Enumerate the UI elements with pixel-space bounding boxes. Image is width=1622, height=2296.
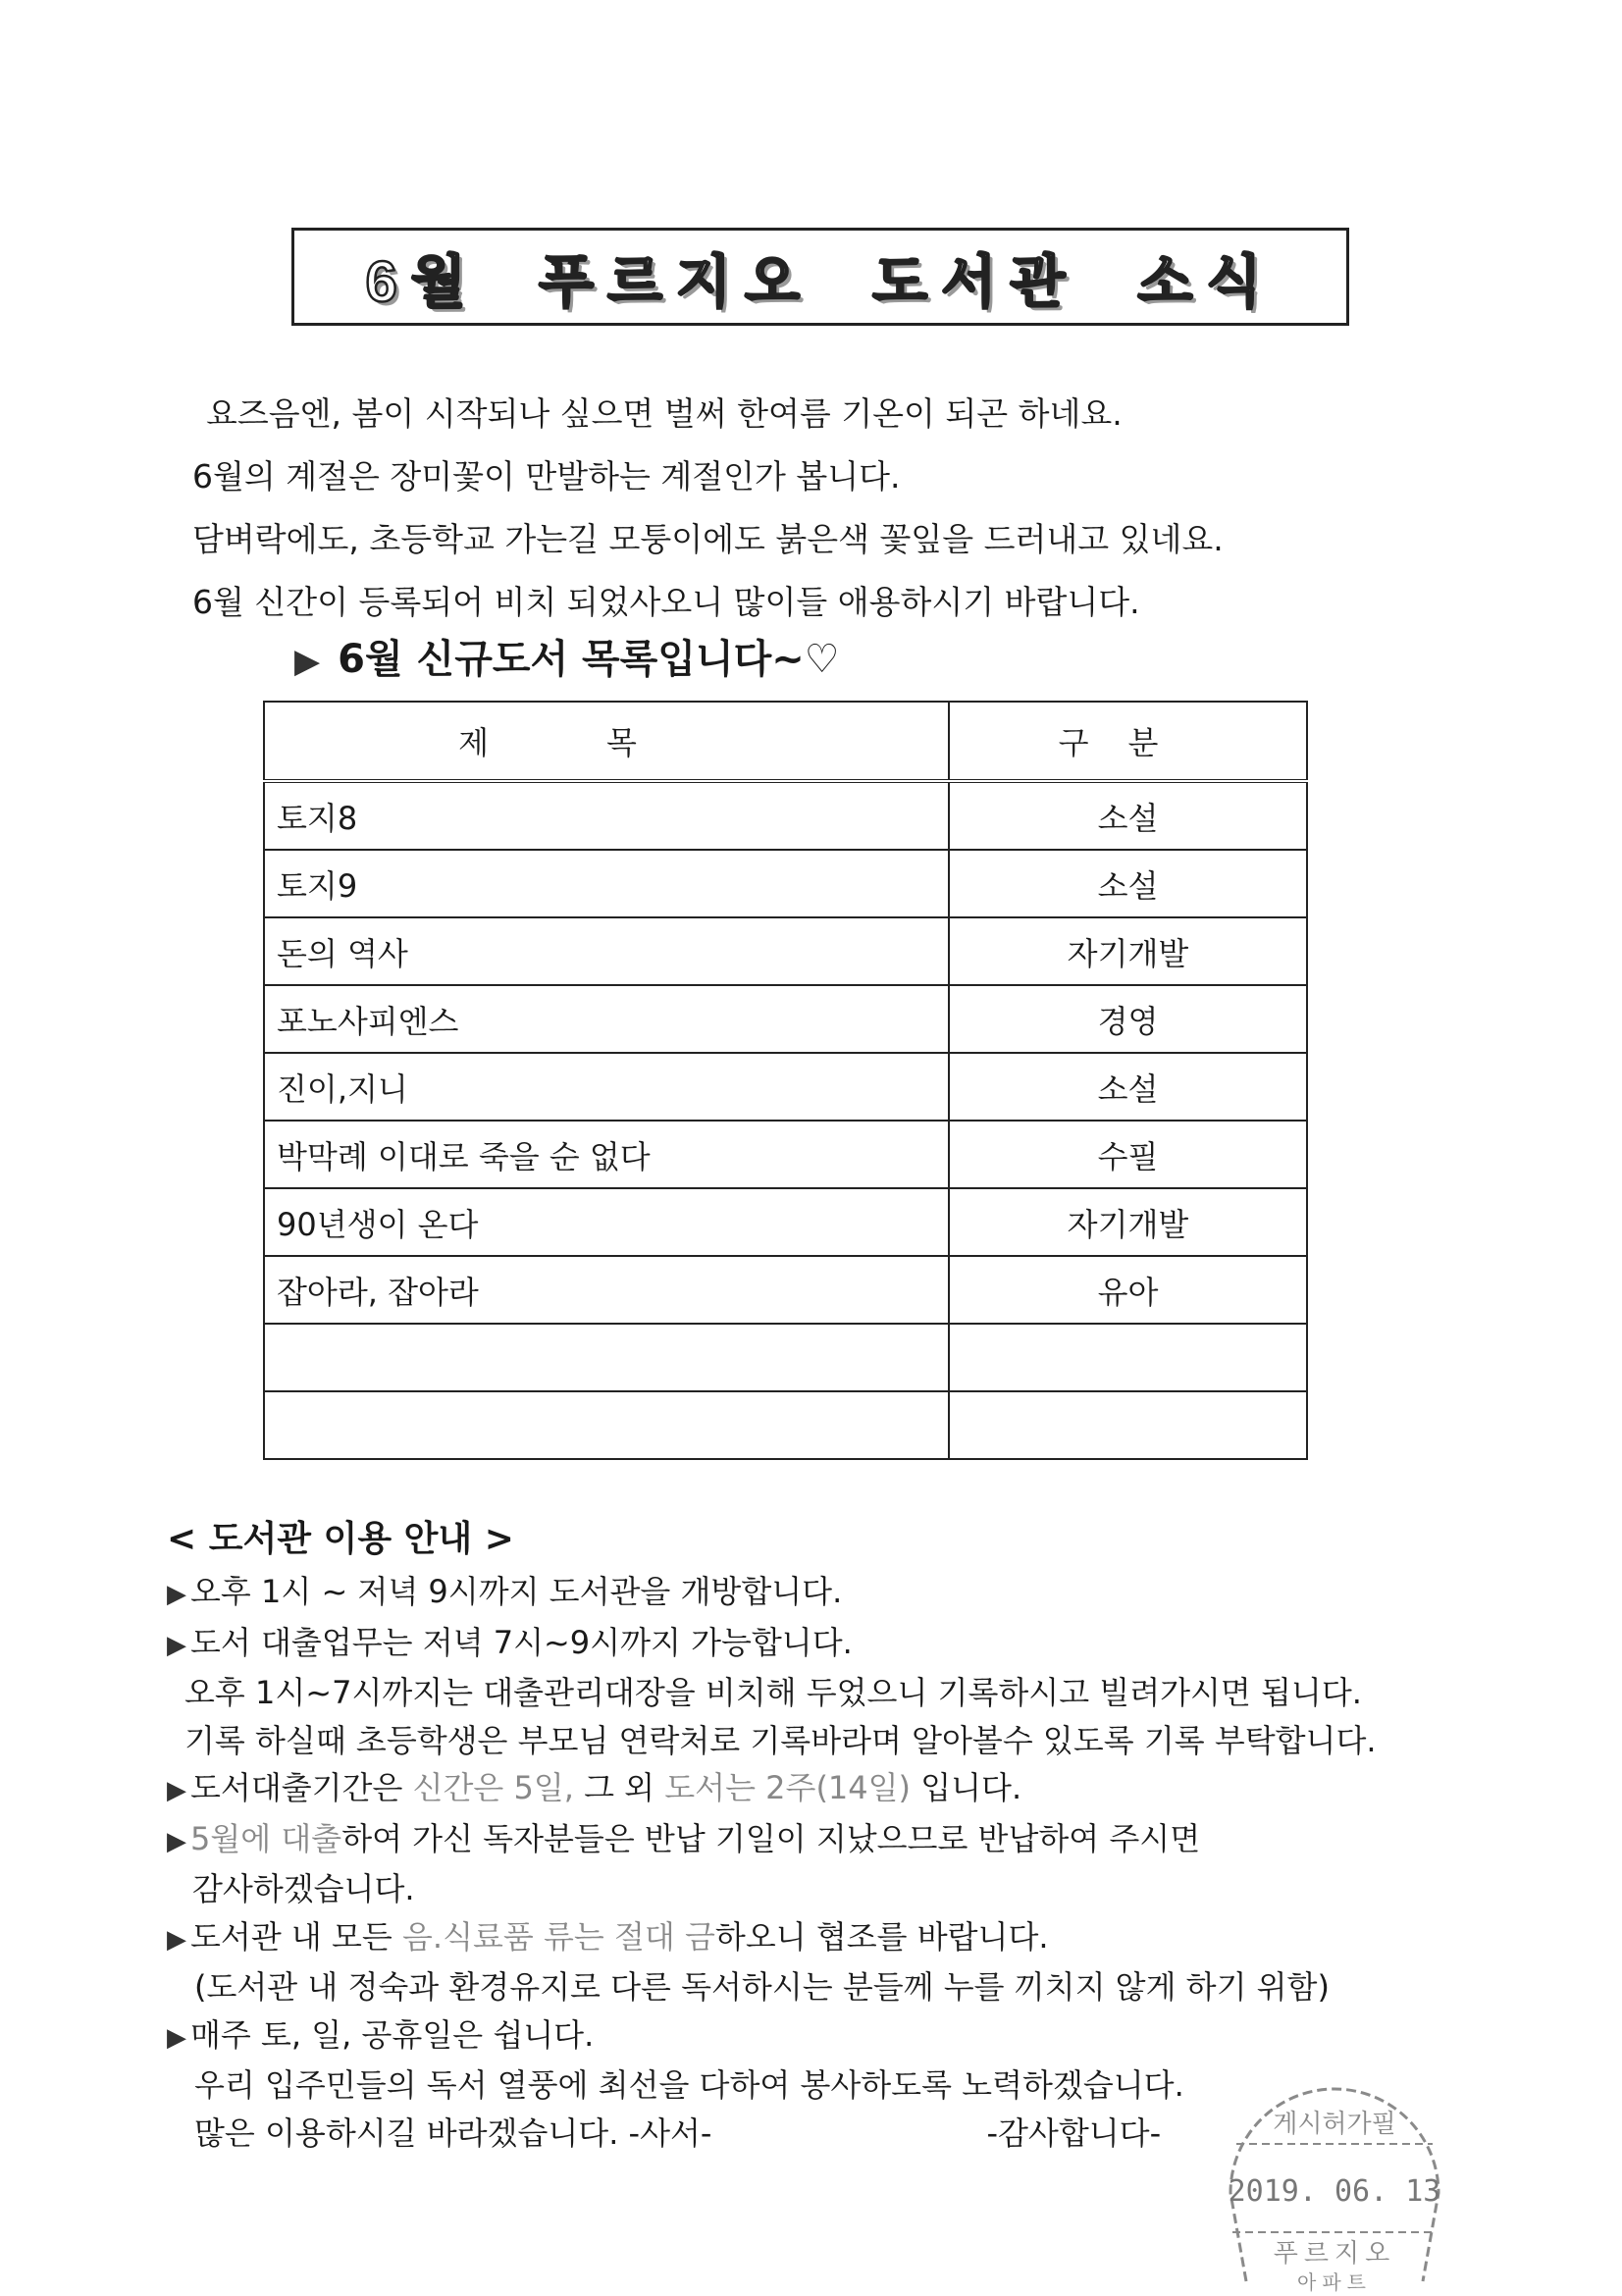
intro-line: 담벼락에도, 초등학교 가는길 모퉁이에도 붉은색 꽃잎을 드러내고 있네요. <box>192 520 1224 558</box>
table-row <box>264 1256 1307 1324</box>
table-row <box>264 1121 1307 1188</box>
table-header-row <box>264 702 1307 781</box>
guide-loan-hours: 도서 대출업무는 저녁 7시~9시까지 가능합니다. <box>190 1623 853 1661</box>
book-title: 돈의 역사 <box>264 917 949 985</box>
book-title: 포노사피엔스 <box>264 985 949 1053</box>
header-category: 구분 <box>949 702 1307 781</box>
book-category: 자기개발 <box>949 917 1307 985</box>
book-category: 자기개발 <box>949 1188 1307 1256</box>
table-row <box>264 781 1307 850</box>
book-title: 토지8 <box>264 781 949 850</box>
book-category <box>949 1324 1307 1391</box>
period-suffix: 입니다. <box>911 1769 1022 1806</box>
guide-note: 감사하겠습니다. <box>192 1870 415 1907</box>
page-title: 6월 푸르지오 도서관 소식 <box>365 250 1276 314</box>
guide-item <box>167 1913 1377 1964</box>
stamp-top-text: 게시허가필 <box>1273 2110 1396 2139</box>
return-highlight: 5월에 대출 <box>190 1819 342 1857</box>
period-prefix: 도서대출기간은 <box>190 1769 413 1806</box>
return-rest: 하여 가신 독자분들은 반납 기일이 지났으므로 반납하여 주시면 <box>341 1819 1201 1857</box>
approval-stamp <box>1217 2085 1452 2296</box>
triangle-bullet-icon: ▶ <box>167 1776 186 1805</box>
closing-line <box>167 2110 1377 2158</box>
book-title: 잡아라, 잡아라 <box>264 1256 949 1324</box>
triangle-bullet-icon: ▶ <box>294 642 321 681</box>
new-books-heading-text: 6월 신규도서 목록입니다~♡ <box>338 637 840 682</box>
intro-line: 6월 신간이 등록되어 비치 되었사오니 많이들 애용하시기 바랍니다. <box>192 583 1140 621</box>
book-category: 소설 <box>949 781 1307 850</box>
guide-note: 기록 하실때 초등학생은 부모님 연락처로 기록바라며 알아볼수 있도록 기록 부탁합니다. <box>184 1721 1377 1759</box>
book-title: 토지9 <box>264 850 949 917</box>
book-title <box>264 1391 949 1459</box>
intro-paragraph <box>192 383 1224 634</box>
table-row <box>264 985 1307 1053</box>
triangle-bullet-icon: ▶ <box>167 1826 186 1856</box>
library-guide <box>167 1568 1377 2157</box>
guide-note: 오후 1시~7시까지는 대출관리대장을 비치해 두었으니 기록하시고 빌려가시면 됩니다. <box>184 1674 1362 1711</box>
guide-note: (도서관 내 정숙과 환경유지로 다른 독서하시는 분들께 누를 끼치지 않게 하기 위함) <box>194 1968 1330 2006</box>
new-books-heading <box>294 628 840 684</box>
book-title <box>264 1324 949 1391</box>
closing-thanks: -감사합니다- <box>986 2113 1162 2152</box>
intro-line: 6월의 계절은 장미꽃이 만발하는 계절인가 봅니다. <box>192 457 901 496</box>
book-category: 유아 <box>949 1256 1307 1324</box>
table-row <box>264 1188 1307 1256</box>
book-title: 90년생이 온다 <box>264 1188 949 1256</box>
guide-item <box>167 1619 1377 1670</box>
table-row <box>264 1391 1307 1459</box>
new-books-table <box>263 701 1308 1460</box>
food-prefix: 도서관 내 모든 <box>190 1917 402 1956</box>
guide-item <box>167 2011 1377 2062</box>
guide-item <box>167 1764 1377 1815</box>
triangle-bullet-icon: ▶ <box>167 1580 186 1609</box>
closing-line: 우리 입주민들의 독서 열풍에 최선을 다하여 봉사하도록 노력하겠습니다. <box>194 2066 1184 2104</box>
triangle-bullet-icon: ▶ <box>167 2022 186 2053</box>
book-title: 박막례 이대로 죽을 순 없다 <box>264 1121 949 1188</box>
book-category: 수필 <box>949 1121 1307 1188</box>
guide-closed: 매주 토, 일, 공휴일은 쉽니다. <box>190 2015 595 2054</box>
period-other: 도서는 2주(14일) <box>664 1769 912 1806</box>
table-row <box>264 1053 1307 1121</box>
book-category <box>949 1391 1307 1459</box>
book-title: 진이,지니 <box>264 1053 949 1121</box>
intro-line: 요즈음엔, 봄이 시작되나 싶으면 벌써 한여름 기온이 되곤 하네요. <box>206 394 1123 433</box>
table-row <box>264 917 1307 985</box>
food-highlight: 음.식료품 류는 절대 금 <box>402 1917 715 1956</box>
table-row <box>264 1324 1307 1391</box>
period-mid: 그 외 <box>573 1769 665 1806</box>
guide-heading: < 도서관 이용 안내 > <box>167 1519 514 1559</box>
food-suffix: 하오니 협조를 바랍니다. <box>714 1917 1049 1956</box>
guide-item <box>167 1568 1377 1619</box>
table-row <box>264 850 1307 917</box>
closing-signoff: 많은 이용하시길 바라겠습니다. -사서- <box>194 2113 712 2152</box>
stamp-bottom-text: 푸르지오 <box>1273 2239 1396 2269</box>
guide-item <box>167 1815 1377 1866</box>
stamp-date: 2019. 06. 13 <box>1228 2174 1441 2209</box>
header-title: 제목 <box>264 702 949 781</box>
title-box <box>291 228 1349 326</box>
book-category: 소설 <box>949 850 1307 917</box>
book-category: 경영 <box>949 985 1307 1053</box>
period-new: 신간은 5일, <box>412 1769 574 1806</box>
book-category: 소설 <box>949 1053 1307 1121</box>
triangle-bullet-icon: ▶ <box>167 1630 186 1660</box>
guide-hours: 오후 1시 ~ 저녁 9시까지 도서관을 개방합니다. <box>190 1573 843 1610</box>
triangle-bullet-icon: ▶ <box>167 1924 186 1955</box>
stamp-bottom-sub: 아파트 <box>1297 2270 1372 2294</box>
